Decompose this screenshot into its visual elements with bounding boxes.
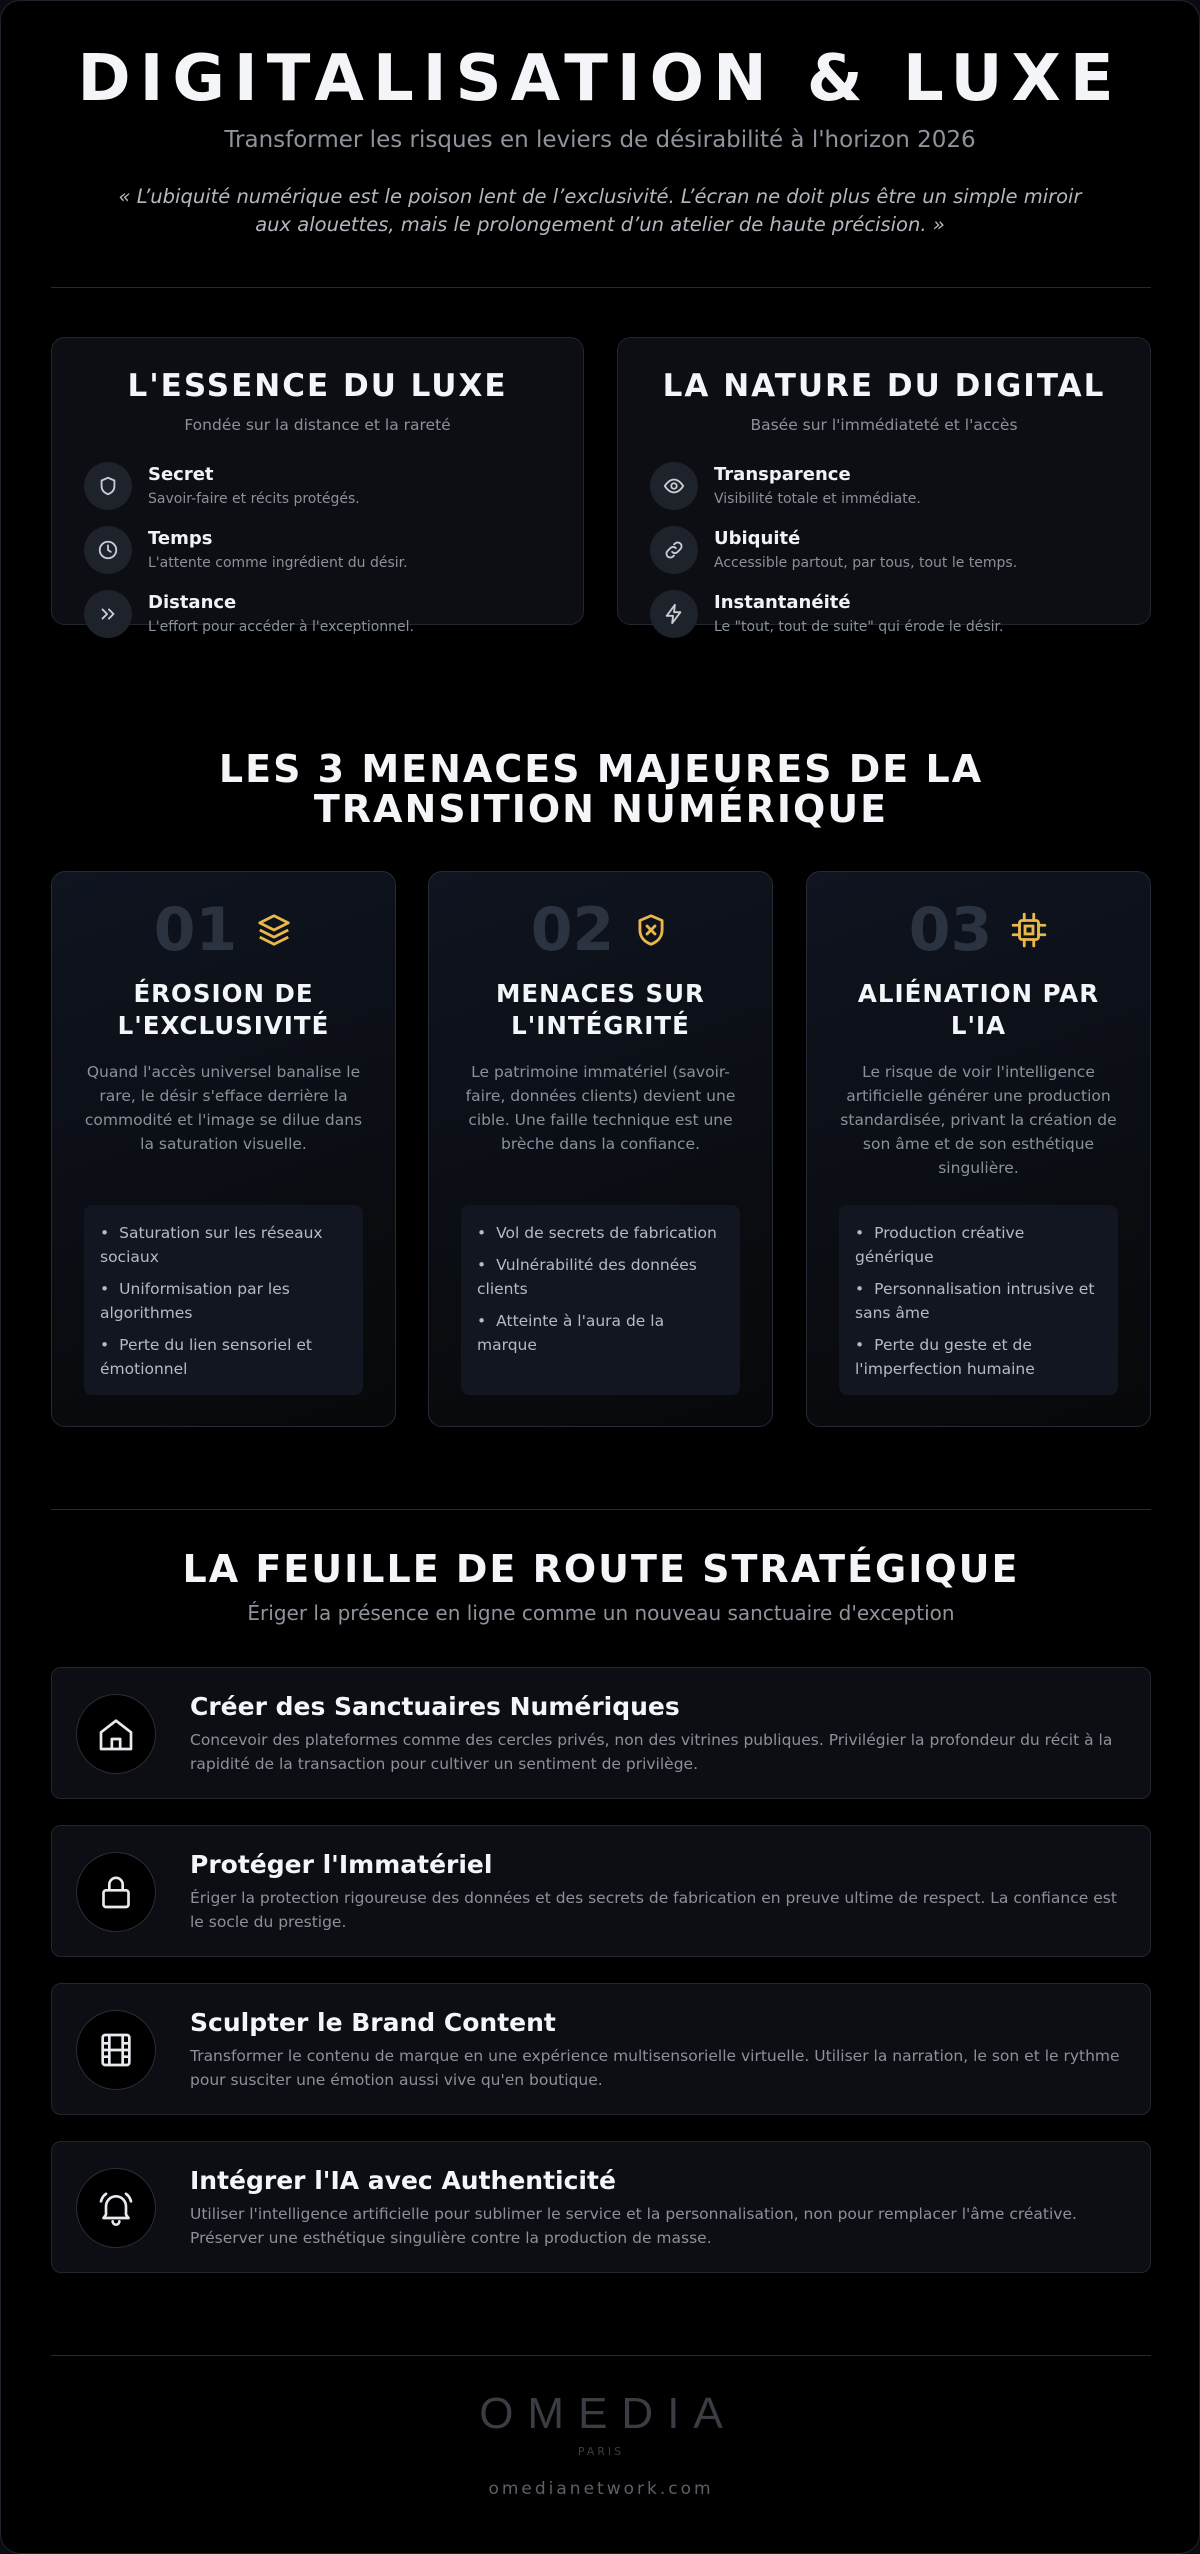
threat-desc: Quand l'accès universel banalise le rare, le désir s'efface derrière la commodité et l'image se dilue dans la saturation visuelle. xyxy=(84,1063,363,1153)
trait-desc: Visibilité totale et immédiate. xyxy=(714,491,921,507)
trait-desc: Le "tout, tout de suite" qui érode le désir. xyxy=(714,619,1004,635)
logo-city: PARIS xyxy=(577,2445,625,2458)
threat-number: 02 xyxy=(530,895,615,965)
threat-number: 01 xyxy=(153,895,238,965)
card-caption: Fondée sur la distance et la rareté xyxy=(184,416,451,434)
threat-title: MENACES SUR L'INTÉGRITÉ xyxy=(496,979,705,1040)
page-subtitle: Transformer les risques en leviers de désirabilité à l'horizon 2026 xyxy=(224,127,976,153)
hero xyxy=(1,1,1199,239)
trait-title: Temps xyxy=(148,528,213,549)
threat-desc: Le patrimoine immatériel (savoir-faire, données clients) devient une cible. Une faille technique est une brèche dans la confiance. xyxy=(465,1063,736,1153)
threats-title: LES 3 MENACES MAJEURES DE LA TRANSITION NUMÉRIQUE xyxy=(218,747,984,831)
bullet-item: • Perte du geste et de l'imperfection humaine xyxy=(855,1333,1102,1381)
roadmap-title-text: Sculpter le Brand Content xyxy=(190,2008,556,2037)
trait-secret xyxy=(84,462,360,510)
bullet-item: • Production créative générique xyxy=(855,1221,1102,1269)
trait-title: Transparence xyxy=(714,464,851,485)
threat-number: 03 xyxy=(908,895,993,965)
roadmap-item-ia xyxy=(51,2141,1151,2273)
bullet-item: • Vol de secrets de fabrication xyxy=(477,1221,724,1245)
trait-transparence xyxy=(650,462,921,510)
bell-icon xyxy=(76,2168,156,2248)
roadmap-title: LA FEUILLE DE ROUTE STRATÉGIQUE xyxy=(182,1547,1020,1591)
lock-icon xyxy=(76,1852,156,1932)
trait-distance xyxy=(84,590,414,638)
threat-bullets xyxy=(839,1205,1118,1395)
trait-ubiquite xyxy=(650,526,1017,574)
cpu-icon xyxy=(1010,911,1048,949)
threat-card-2 xyxy=(428,871,773,1427)
film-icon xyxy=(76,2010,156,2090)
omedia-logo: OMEDIA xyxy=(479,2389,737,2438)
threat-desc: Le risque de voir l'intelligence artificielle générer une production standardisée, privant la création de son âme et de son esthétique singulière. xyxy=(840,1063,1117,1177)
roadmap-title-text: Créer des Sanctuaires Numériques xyxy=(190,1692,680,1721)
roadmap-desc: Transformer le contenu de marque en une expérience multisensorielle virtuelle. Utiliser la narration, le son et le rythme pour susciter une émotion aussi vive qu'en boutique. xyxy=(190,2047,1120,2089)
shield-x-icon xyxy=(632,911,670,949)
bullet-item: • Personnalisation intrusive et sans âme xyxy=(855,1277,1102,1325)
bullet-item: • Uniformisation par les algorithmes xyxy=(100,1277,347,1325)
threat-title: ALIÉNATION PAR L'IA xyxy=(857,979,1100,1040)
roadmap-item-sanctuaires xyxy=(51,1667,1151,1799)
home-icon xyxy=(76,1694,156,1774)
roadmap-desc: Utiliser l'intelligence artificielle pour sublimer le service et la personnalisation, non pour remplacer l'âme créative. Préserver une esthétique singulière contre la production de masse. xyxy=(190,2205,1077,2247)
roadmap-title-text: Protéger l'Immatériel xyxy=(190,1850,493,1879)
card-title: L'ESSENCE DU LUXE xyxy=(127,368,508,404)
bullet-item: • Atteinte à l'aura de la marque xyxy=(477,1309,724,1357)
trait-title: Distance xyxy=(148,592,237,613)
threat-bullets xyxy=(84,1205,363,1395)
roadmap-desc: Concevoir des plateformes comme des cercles privés, non des vitrines publiques. Privilégier la profondeur du récit à la rapidité de la transaction pour cultiver un sentiment de privilège. xyxy=(190,1731,1113,1773)
threat-card-3 xyxy=(806,871,1151,1427)
trait-desc: Savoir-faire et récits protégés. xyxy=(148,491,360,507)
page-title: DIGITALISATION & LUXE xyxy=(77,42,1123,116)
threat-card-1 xyxy=(51,871,396,1427)
footer-url-link[interactable]: omedianetwork.com xyxy=(488,2479,714,2499)
lightning-icon xyxy=(650,590,698,638)
threat-bullets xyxy=(461,1205,740,1395)
clock-icon xyxy=(84,526,132,574)
bullet-item: • Saturation sur les réseaux sociaux xyxy=(100,1221,347,1269)
divider xyxy=(51,287,1151,288)
eye-icon xyxy=(650,462,698,510)
trait-desc: L'effort pour accéder à l'exceptionnel. xyxy=(148,619,415,635)
trait-temps xyxy=(84,526,408,574)
roadmap-title-text: Intégrer l'IA avec Authenticité xyxy=(190,2166,616,2195)
trait-instantaneite xyxy=(650,590,1003,638)
roadmap-desc: Ériger la protection rigoureuse des données et des secrets de fabrication en preuve ultime de respect. La confiance est le socle du prestige. xyxy=(190,1889,1117,1931)
card-nature-digital xyxy=(617,337,1151,635)
card-essence-luxe xyxy=(51,337,584,635)
bullet-item: • Vulnérabilité des données clients xyxy=(477,1253,724,1301)
card-caption: Basée sur l'immédiateté et l'accès xyxy=(750,416,1018,434)
layers-icon xyxy=(255,911,293,949)
trait-title: Instantanéité xyxy=(714,592,851,613)
roadmap-item-brand-content xyxy=(51,1983,1151,2115)
trait-title: Ubiquité xyxy=(714,528,801,549)
chevrons-right-icon xyxy=(84,590,132,638)
roadmap-subtitle: Ériger la présence en ligne comme un nouveau sanctuaire d'exception xyxy=(247,1601,955,1625)
divider xyxy=(51,2355,1151,2356)
divider xyxy=(51,1509,1151,1510)
bullet-item: • Perte du lien sensoriel et émotionnel xyxy=(100,1333,347,1381)
trait-desc: Accessible partout, par tous, tout le temps. xyxy=(714,555,1018,571)
hero-quote: « L’ubiquité numérique est le poison lent de l’exclusivité. L’écran ne doit plus être un simple miroir aux alouettes, mais le prolongement d’un atelier de haute précision. » xyxy=(118,185,1082,236)
threat-title: ÉROSION DE L'EXCLUSIVITÉ xyxy=(117,979,330,1040)
trait-desc: L'attente comme ingrédient du désir. xyxy=(148,555,408,571)
link-icon xyxy=(650,526,698,574)
trait-title: Secret xyxy=(148,464,214,485)
roadmap-item-immateriel xyxy=(51,1825,1151,1957)
shield-icon xyxy=(84,462,132,510)
card-title: LA NATURE DU DIGITAL xyxy=(662,368,1106,404)
